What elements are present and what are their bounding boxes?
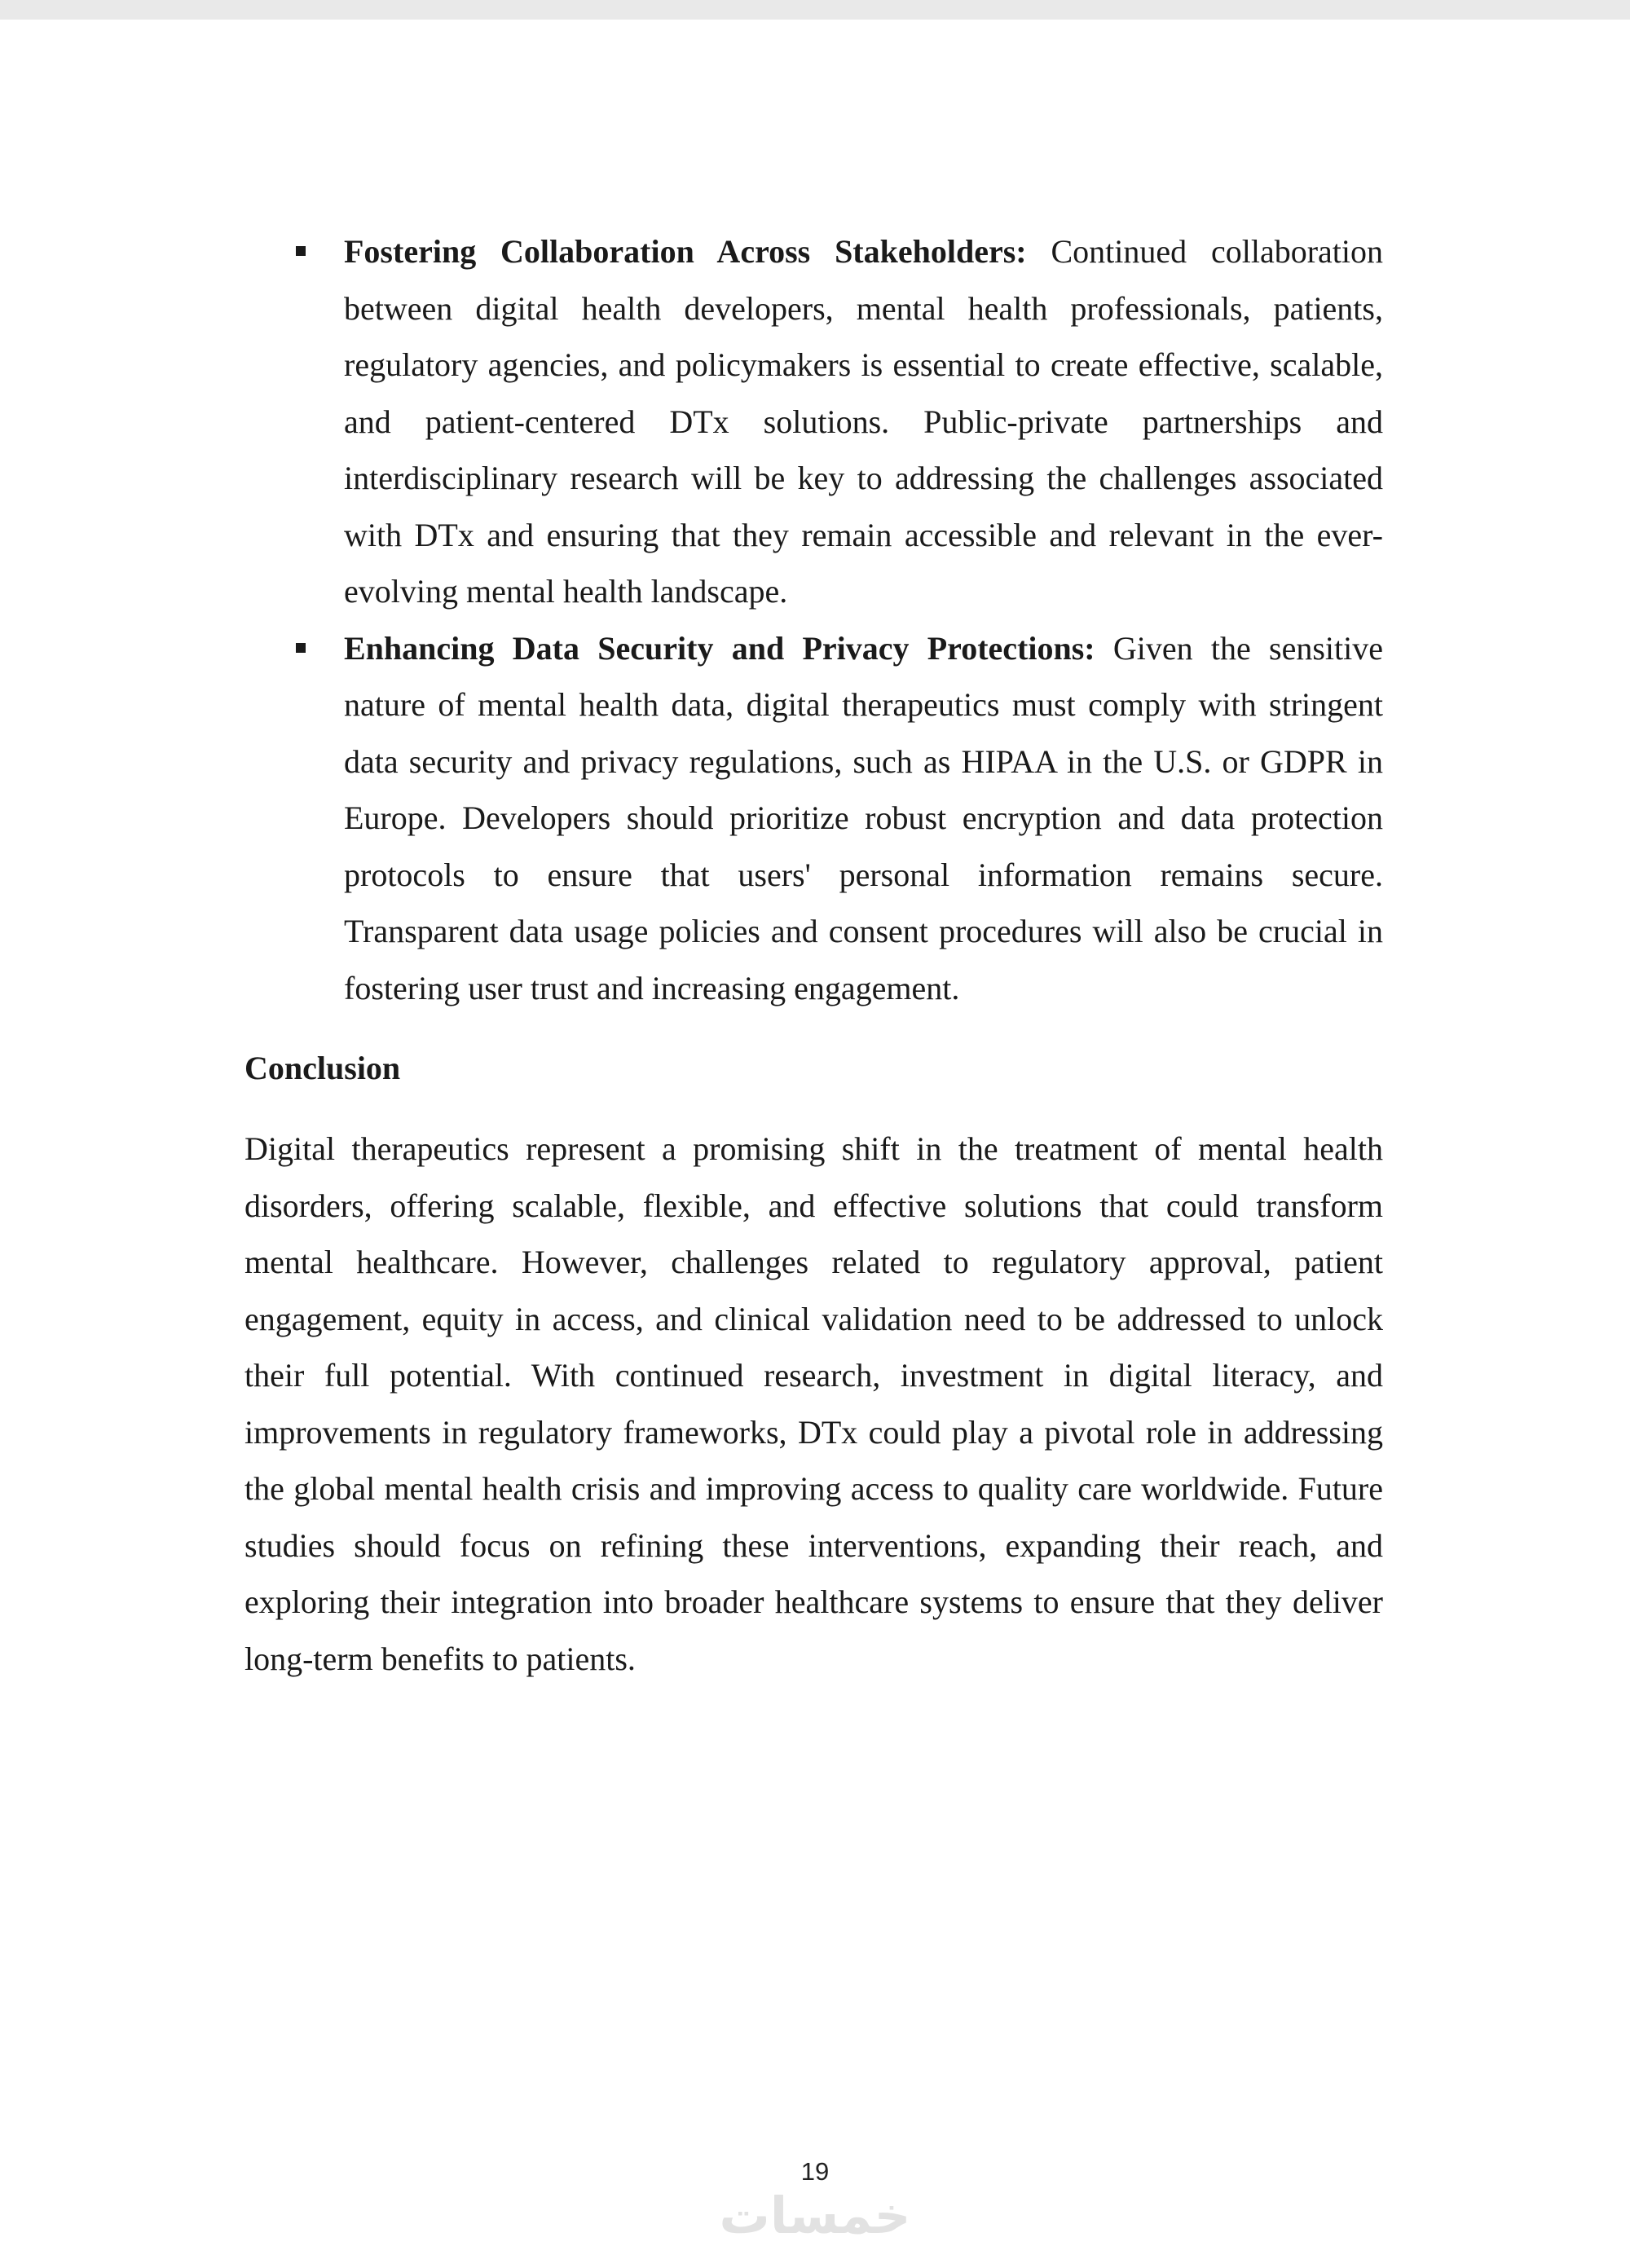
watermark-logo: خمسات (719, 2186, 911, 2245)
bullet-title: Enhancing Data Security and Privacy Protections: (344, 629, 1095, 667)
bullet-item-collaboration (344, 223, 1383, 620)
bullet-item-data-security (344, 620, 1383, 1017)
recommendations-list (0, 223, 1630, 1016)
bullet-body: Given the sensitive nature of mental health data, digital therapeutics must comply with stringent data security and privacy regulations, such as HIPAA in the U.S. or GDPR in Europe. Developers should prioritize robust encryption and data protection protocols to ensure that users' personal information remains secure. Transparent data usage policies and consent procedures will also be crucial in fostering user trust and increasing engagement. (344, 629, 1384, 1006)
bullet-body: Continued collaboration between digital health developers, mental health professionals, patients, regulatory agencies, and policymakers is essential to create effective, scalable, and patient-centered DTx solutions. Public-private partnerships and interdisciplinary research will be key to addressing the challenges associated with DTx and ensuring that they remain accessible and relevant in the ever-evolving mental health landscape. (344, 233, 1383, 610)
document-page (0, 20, 1630, 2268)
square-bullet-icon (296, 246, 306, 256)
conclusion-paragraph: Digital therapeutics represent a promising shift in the treatment of mental health disorders, offering scalable, flexible, and effective solutions that could transform mental healthcare. However, challenges related to regulatory approval, patient engagement, equity in access, and clinical validation need to be addressed to unlock their full potential. With continued research, investment in digital literacy, and improvements in regulatory frameworks, DTx could play a pivotal role in addressing the global mental health crisis and improving access to quality care worldwide. Future studies should focus on refining these interventions, expanding their reach, and exploring their integration into broader healthcare systems to ensure that they deliver long-term benefits to patients. (244, 1130, 1383, 1677)
bullet-title: Fostering Collaboration Across Stakeholders: (344, 233, 1027, 270)
square-bullet-icon (296, 643, 306, 653)
page-number: 19 (800, 2157, 830, 2186)
conclusion-heading: Conclusion (244, 1050, 401, 1086)
